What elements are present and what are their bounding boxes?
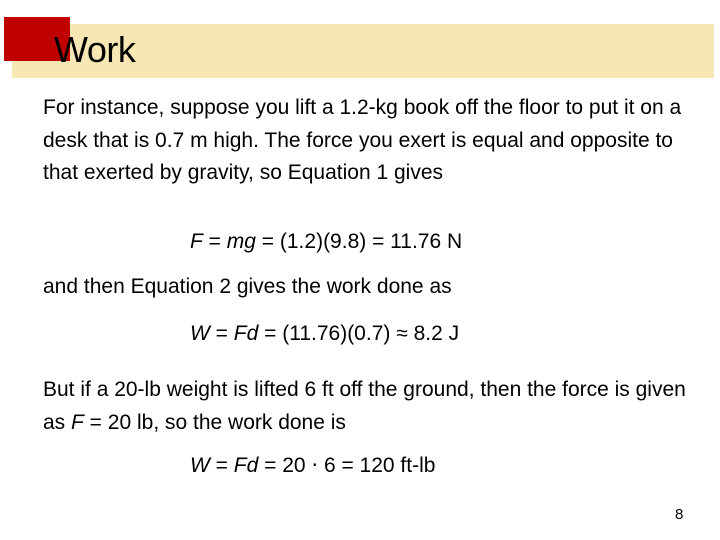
equation-work-ftlb [190,451,435,481]
eq-equals: = [209,454,234,477]
paragraph-var-f: F [71,410,84,434]
paragraph-intro: For instance, suppose you lift a 1.2-kg book off the floor to put it on a desk that is 0.7 m high. The force you exert is equal and opposite to that exerted by gravity, so Equation 1 gives [43,96,682,184]
eq-rest2: 6 = 120 ft-lb [318,454,436,477]
eq-equals: = [202,230,227,253]
eq-var-w: W [190,322,210,345]
paragraph-part1: But if a 20-lb weight is lifted 6 ft off the ground, then the force is given as [43,378,686,434]
eq-rest: = (1.2)(9.8) = 11.76 N [255,230,463,253]
eq-var-w: W [190,454,210,477]
multiply-operator: ⋅ [311,454,319,477]
eq-rest1: = 20 [258,454,312,477]
eq-var-fd: Fd [233,454,259,477]
equation-work-joules [190,319,459,349]
page-number: 8 [675,506,684,523]
eq-var-f: F [190,230,203,253]
eq-equals: = [209,322,234,345]
slide-title: Work [54,29,136,70]
eq-var-mg: mg [226,230,256,253]
eq-rest: = (11.76)(0.7) ≈ 8.2 J [258,322,460,345]
equation-force [190,227,462,257]
paragraph-pounds [43,374,693,439]
paragraph-equation2: and then Equation 2 gives the work done as [43,275,452,298]
eq-var-fd: Fd [233,322,259,345]
paragraph-part2: = 20 lb, so the work done is [83,410,346,434]
